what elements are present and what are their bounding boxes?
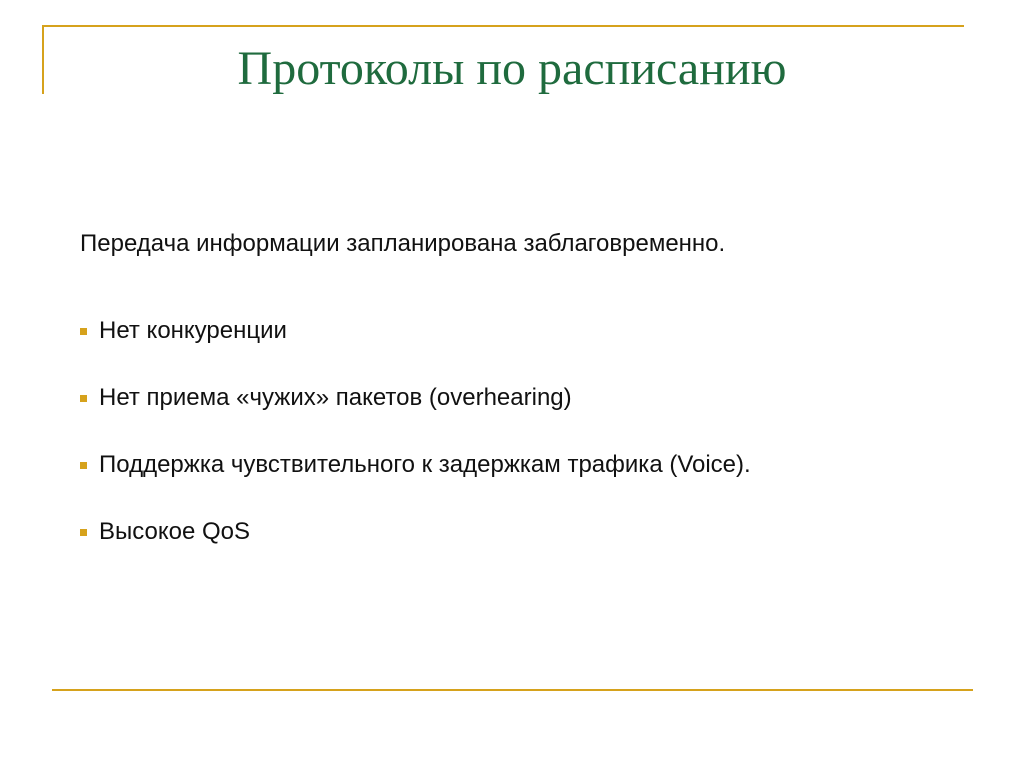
square-bullet-icon xyxy=(80,462,87,469)
bullet-text: Поддержка чувствительного к задержкам трафика (Voice). xyxy=(99,451,751,479)
slide-intro: Передача информации запланирована заблаговременно. xyxy=(80,230,726,257)
bullet-item xyxy=(80,298,751,365)
bullet-list xyxy=(80,298,751,566)
slide-title: Протоколы по расписанию xyxy=(237,42,787,95)
bullet-text: Нет приема «чужих» пакетов (overhearing) xyxy=(99,384,572,412)
square-bullet-icon xyxy=(80,529,87,536)
bullet-item xyxy=(80,432,751,499)
bullet-item xyxy=(80,499,751,566)
frame-bottom-rule xyxy=(52,689,973,691)
bullet-item xyxy=(80,365,751,432)
square-bullet-icon xyxy=(80,328,87,335)
frame-top-rule xyxy=(42,25,964,27)
bullet-text: Нет конкуренции xyxy=(99,317,287,345)
bullet-text: Высокое QoS xyxy=(99,518,251,546)
square-bullet-icon xyxy=(80,395,87,402)
